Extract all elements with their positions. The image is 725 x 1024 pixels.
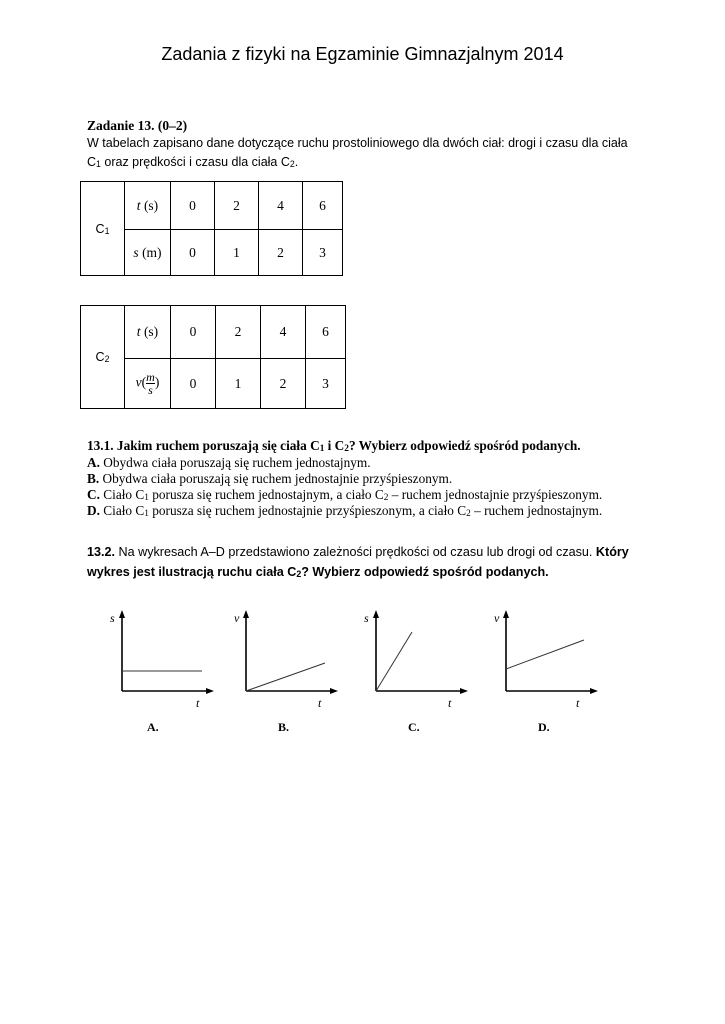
page-title: Zadania z fizyki na Egzaminie Gimnazjalnym 2014	[161, 44, 564, 64]
graph-a-letter: A.	[147, 720, 159, 734]
graph-b-letter: B.	[278, 720, 290, 734]
graph-d-line	[506, 640, 584, 669]
graph-a-y-label: s	[110, 611, 115, 625]
table-c1	[80, 181, 343, 276]
graph-c-y-label: s	[364, 611, 369, 625]
table-cell: 3	[303, 230, 343, 276]
table-cell: 2	[215, 182, 259, 230]
table-cell: 6	[306, 306, 346, 359]
table-cell: 3	[306, 359, 346, 409]
table-c1-body-label: $C_1$	[81, 182, 125, 276]
graph-a-x-label: t	[196, 696, 200, 710]
answer-option-c: C. Ciało $C_1$ porusza się ruchem jednostajnym, a ciało $C_2$ – ruchem jednostajnie przyśpieszonym.	[87, 487, 603, 503]
answer-option-a: A. Obydwa ciała poruszają się ruchem jednostajnym.	[87, 455, 371, 470]
table-cell: 1	[216, 359, 261, 409]
graph-b-line	[246, 663, 325, 691]
table-cell: 4	[261, 306, 306, 359]
task-intro-line1: W tabelach zapisano dane dotyczące ruchu prostoliniowego dla dwóch ciał: drogi i czasu dla ciała	[87, 136, 628, 150]
question-13-1-title: 13.1. Jakim ruchem poruszają się ciała $C_1$ i $C_2$? Wybierz odpowiedź spośród podanych.	[87, 438, 581, 454]
table-cell: 4	[259, 182, 303, 230]
graph-d-y-label: v	[494, 611, 500, 625]
table-cell: 0	[171, 230, 215, 276]
table-c2-body-label: $C_2$	[81, 306, 125, 409]
table-cell: 0	[171, 182, 215, 230]
task-heading: Zadanie 13. (0–2)	[87, 118, 188, 133]
table-cell: 1	[215, 230, 259, 276]
answer-option-d: D. Ciało $C_1$ porusza się ruchem jednostajnie przyśpieszonym, a ciało $C_2$ – ruchem jednostajnym.	[87, 503, 603, 519]
table-cell: 0	[171, 306, 216, 359]
table-cell: 2	[261, 359, 306, 409]
table-cell: 0	[171, 359, 216, 409]
graph-a	[110, 611, 210, 734]
table-c1-row1-label: t (s)	[125, 182, 171, 230]
graph-d-x-label: t	[576, 696, 580, 710]
graph-c	[364, 611, 464, 734]
graphs-figure	[0, 600, 725, 750]
table-c2-row2-label: v( $\frac{m}{s}$ )	[125, 359, 171, 409]
graph-b	[234, 611, 334, 734]
table-c2-row1-label: t (s)	[125, 306, 171, 359]
answer-option-b: B. Obydwa ciała poruszają się ruchem jednostajnie przyśpieszonym.	[87, 471, 453, 486]
question-13-2-line1: 13.2. Na wykresach A–D przedstawiono zależności prędkości od czasu lub drogi od czasu. Który	[87, 545, 629, 559]
graph-d-letter: D.	[538, 720, 550, 734]
graph-c-line	[376, 632, 412, 691]
task-intro-line2: $C_1$ oraz prędkości i czasu dla ciała $C_2$.	[87, 155, 299, 169]
graph-c-letter: C.	[408, 720, 420, 734]
table-cell: 2	[216, 306, 261, 359]
graph-c-x-label: t	[448, 696, 452, 710]
table-c1-row2-label: s (m)	[125, 230, 171, 276]
graph-b-x-label: t	[318, 696, 322, 710]
graph-b-y-label: v	[234, 611, 240, 625]
table-c2	[80, 305, 346, 409]
question-13-2-line2: wykres jest ilustracją ruchu ciała $C_2$? Wybierz odpowiedź spośród podanych.	[87, 565, 549, 579]
graph-d	[494, 611, 594, 734]
table-cell: 6	[303, 182, 343, 230]
table-cell: 2	[259, 230, 303, 276]
